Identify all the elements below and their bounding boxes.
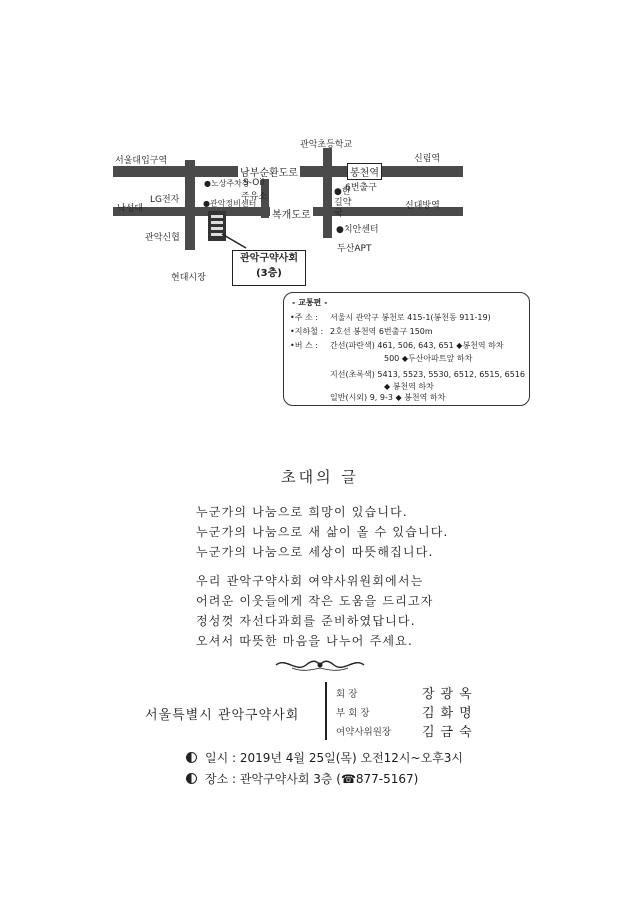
invitation-title: 초대의 글	[281, 468, 359, 486]
bongcheon-station-box: 봉천역	[347, 163, 382, 180]
sindaebang-station-label: 신대방역	[405, 201, 440, 211]
gas-station-label: 주유소	[241, 192, 268, 202]
bullet-icon	[186, 773, 197, 784]
role-title: 회 장	[336, 689, 358, 700]
event-place	[186, 770, 418, 787]
invitation-line: 오셔서 따뜻한 마음을 나누어 주세요.	[196, 634, 413, 648]
pointer-arrow	[220, 232, 250, 252]
nambusunhwan-road-label: 남부순환도로	[238, 164, 300, 179]
gwanak-elementary-label: 관악초등학교	[300, 140, 353, 150]
vertical-road-left	[185, 160, 195, 250]
callout-floor: (3층)	[256, 268, 282, 279]
transport-heading: - 교통편 -	[292, 298, 328, 307]
bus-general: 일반(시외) 9, 9-3 ◆ 봉천역 하차	[330, 393, 446, 402]
seoul-univ-station-label: 서울대입구역	[115, 156, 168, 166]
nokdu-parking-label: ●노상주차장	[204, 179, 250, 188]
gwanak-sinhyup-label: 관악신협	[145, 233, 180, 243]
role-title: 여약사위원장	[336, 727, 392, 738]
role-name: 김금숙	[422, 725, 478, 740]
hyundai-market-label: 현대시장	[171, 273, 206, 283]
dusan-apt-label: 두산APT	[337, 244, 372, 254]
role-title: 부 회 장	[336, 708, 370, 719]
s-oil-label: S-Oil	[243, 178, 265, 188]
exit6-label: 6번출구	[345, 183, 377, 193]
event-date	[186, 749, 463, 766]
vertical-road-right	[323, 148, 332, 238]
bus-trunk: 간선(파란색) 461, 506, 643, 651 ◆봉천역 하차	[330, 341, 504, 350]
naksungdae-label: 낙성대	[117, 204, 144, 214]
invitation-line: 누군가의 나눔으로 새 삶이 올 수 있습니다.	[196, 525, 449, 539]
bus-label: •버 스 :	[290, 341, 318, 350]
hanil-pharmacy-label: ●한길약국	[334, 187, 352, 219]
transport-info-box	[283, 292, 530, 406]
subway-value: 2호선 봉천역 6번출구 150m	[330, 327, 433, 336]
bus-trunk-2: 500 ◆두산아파트앞 하차	[384, 354, 473, 363]
chian-center-label: ●치안센터	[336, 225, 379, 235]
invitation-line: 누군가의 나눔으로 세상이 따뜻해집니다.	[196, 545, 434, 559]
gwanak-repair-label: ●관악정비센터	[203, 199, 257, 208]
invitation-line: 누군가의 나눔으로 희망이 있습니다.	[196, 505, 408, 519]
role-name: 김화명	[422, 706, 478, 721]
address-label: •주 소 :	[290, 313, 318, 322]
invitation-line: 어려운 이웃들에게 작은 도움을 드리고자	[196, 594, 434, 608]
bus-branch-2: ◆ 봉천역 하차	[384, 382, 434, 391]
lg-label: LG전자	[150, 195, 180, 205]
organization-name: 서울특별시 관악구약사회	[145, 708, 300, 723]
signature-divider	[325, 682, 327, 740]
address-value: 서울시 관악구 봉천로 415-1(봉천동 911-19)	[330, 313, 491, 322]
invitation-line: 우리 관악구약사회 여약사위원회에서는	[196, 574, 424, 588]
event-date-text: 일시 : 2019년 4월 25일(목) 오전12시~오후3시	[205, 751, 463, 765]
invitation-line: 정성껏 자선다과회를 준비하였답니다.	[196, 614, 416, 628]
bus-branch: 지선(초록색) 5413, 5523, 5530, 6512, 6515, 6516	[330, 370, 526, 379]
callout-name: 관악구약사회	[240, 253, 298, 264]
boknae-road-label: 복개도로	[270, 206, 313, 221]
role-name: 장광옥	[422, 687, 478, 702]
sillim-station-label: 신림역	[414, 154, 441, 164]
subway-label: •지하철 :	[290, 327, 324, 336]
event-place-text: 장소 : 관악구약사회 3층 (☎877-5167)	[205, 772, 419, 786]
bullet-icon	[186, 752, 197, 763]
ornament-divider	[272, 656, 368, 674]
pharmacy-assoc-callout	[232, 250, 306, 286]
